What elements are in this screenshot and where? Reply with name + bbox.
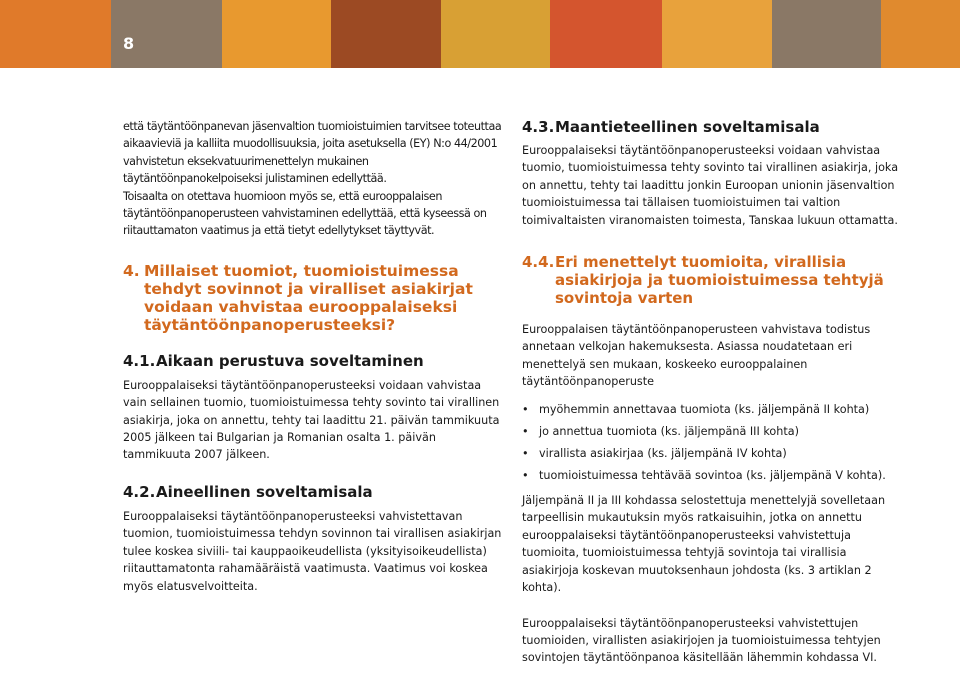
subsection-title: Aineellinen soveltamisala xyxy=(156,482,373,501)
paragraph-4-3: Eurooppalaiseksi täytäntöönpanoperusteeksi voidaan vahvistaa tuomio, tuomioistuimessa tehty sovinto tai virallinen asiakirja, joka on annettu, tehty tai laadittu jonkin Euroopan unionin jäsenvaltion tuomioistuimessa tai tällaisen tuomioistuimen tai valtion toimivaltaisten viranomaisten toimesta, Tanskaa lukuun ottamatta. xyxy=(522,144,899,227)
paragraph-4-4-note: Jäljempänä II ja III kohdassa selostettuja menettelyjä sovelletaan tarpeellisin mukautuksin myös ratkaisuihin, jotka on annettu eurooppalaiseksi täytäntöönpanoperusteeksi vahvistettuja tuomioita, tuomioistuimessa tehtyjä sovintoja tai virallisia asiakirjoja koskevan muutoksenhaun johdosta (ks. 3 artiklan 2 kohta). xyxy=(522,494,886,595)
section-heading-4 xyxy=(123,262,503,334)
list-item-text: jo annettua tuomiota (ks. jäljempänä III kohta) xyxy=(539,424,799,438)
paragraph-4-4: Eurooppalaisen täytäntöönpanoperusteen vahvistava todistus annetaan velkojan hakemuksesta. Asiassa noudatetaan eri menettelyä sen mukaan, koskeeko eurooppalainen täytäntöönpanoperuste xyxy=(522,323,871,389)
right-column xyxy=(522,118,902,667)
subsection-heading-4-1 xyxy=(123,352,503,370)
paragraph-4-4-enforcement: Eurooppalaiseksi täytäntöönpanoperusteeksi vahvistettujen tuomioiden, virallisten asiakirjojen ja tuomioistuimessa tehtyjen sovintojen täytäntöönpanoa käsitellään lähemmin kohdassa VI. xyxy=(522,616,881,665)
list-item xyxy=(522,445,902,462)
list-item xyxy=(522,401,902,418)
subsection-heading-4-3 xyxy=(522,118,902,136)
section-title: Millaiset tuomiot, tuomioistuimessa tehdyt sovinnot ja viralliset asiakirjat voidaan vahvistaa eurooppalaiseksi täytäntöönpanoperusteeksi? xyxy=(144,261,473,334)
subsection-heading-4-4 xyxy=(522,253,902,307)
paragraph-4-1: Eurooppalaiseksi täytäntöönpanoperusteeksi voidaan vahvistaa vain sellainen tuomio, tuomioistuimessa tehty sovinto tai virallinen asiakirja, joka on annettu, tehty tai laadittu 21. päivän tammikuuta 2005 jälkeen tai Bulgarian ja Romanian osalta 1. päivän tammikuuta 2007 jälkeen. xyxy=(123,378,500,462)
color-block xyxy=(772,0,881,68)
intro-paragraph-1: että täytäntöönpanevan jäsenvaltion tuomioistuimien tarvitsee toteuttaa aikaavieviä ja kalliita muodollisuuksia, joita asetuksella (EY) N:o 44/2001 vahvistetun eksekvatuurimenettelyn mukainen täytäntöönpanokelpoiseksi julistaminen edellyttää. xyxy=(123,120,502,186)
list-item-text: tuomioistuimessa tehtävää sovintoa (ks. jäljempänä V kohta). xyxy=(539,468,886,482)
color-block xyxy=(331,0,441,68)
subsection-number: 4.4. xyxy=(522,253,555,272)
list-item-text: virallista asiakirjaa (ks. jäljempänä IV kohta) xyxy=(539,446,787,460)
list-item xyxy=(522,467,902,484)
subsection-title: Eri menettelyt tuomioita, virallisia asiakirjoja ja tuomioistuimessa tehtyjä sovintoja varten xyxy=(555,253,884,308)
subsection-title: Maantieteellinen soveltamisala xyxy=(555,118,820,136)
subsection-heading-4-2 xyxy=(123,483,503,501)
color-block xyxy=(881,0,960,68)
subsection-number: 4.3. xyxy=(522,118,555,136)
subsection-number: 4.1. xyxy=(123,351,156,370)
page-number-block xyxy=(0,0,111,68)
color-block xyxy=(662,0,772,68)
page-number: 8 xyxy=(123,34,135,53)
list-item xyxy=(522,423,902,440)
subsection-title: Aikaan perustuva soveltaminen xyxy=(156,351,424,370)
bullet-icon: • xyxy=(522,424,529,438)
procedure-list xyxy=(522,401,902,484)
header-color-band xyxy=(0,0,960,68)
paragraph-4-2: Eurooppalaiseksi täytäntöönpanoperusteeksi vahvistettavan tuomion, tuomioistuimessa tehdyn sovinnon tai virallisen asiakirjan tulee koskea siviili- tai kauppaoikeudellista (yksityisoikeudellista) riitauttamatonta rahamääräistä vaatimusta. Vaatimus voi koskea myös elatusvelvoitteita. xyxy=(123,509,502,593)
color-block xyxy=(441,0,550,68)
color-block xyxy=(550,0,662,68)
subsection-number: 4.2. xyxy=(123,482,156,501)
color-block xyxy=(222,0,331,68)
list-item-text: myöhemmin annettavaa tuomiota (ks. jäljempänä II kohta) xyxy=(539,402,870,416)
bullet-icon: • xyxy=(522,446,529,460)
bullet-icon: • xyxy=(522,468,529,482)
section-number: 4. xyxy=(123,261,140,280)
left-column xyxy=(123,118,503,595)
intro-paragraph-2: Toisaalta on otettava huomioon myös se, että eurooppalaisen täytäntöönpanoperusteen vahvistaminen edellyttää, että kyseessä on riitauttamaton vaatimus ja että tietyt edellytykset täyttyvät. xyxy=(123,189,487,238)
bullet-icon: • xyxy=(522,402,529,416)
